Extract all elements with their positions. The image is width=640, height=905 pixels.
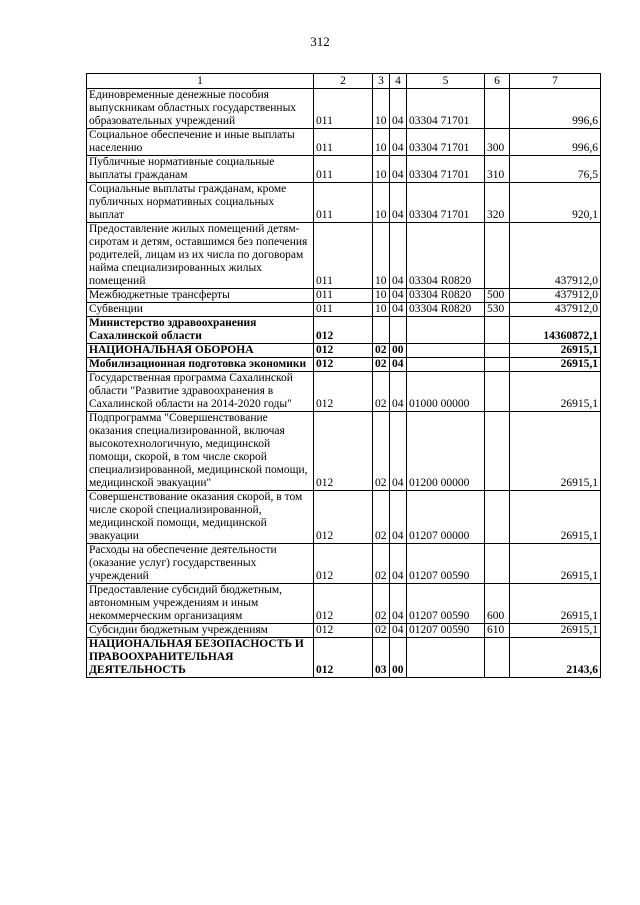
expense-type-cell: 310: [485, 156, 510, 183]
expense-type-cell: 320: [485, 183, 510, 223]
table-row: [87, 289, 601, 303]
row-name-cell: НАЦИОНАЛЬНАЯ ОБОРОНА: [87, 344, 314, 358]
amount-cell: 26915,1: [510, 344, 601, 358]
header-cell: 7: [510, 74, 601, 89]
expense-type-cell: [485, 372, 510, 412]
target-article-cell: [407, 344, 485, 358]
expense-type-cell: [485, 638, 510, 678]
table-row: [87, 317, 601, 344]
expense-type-cell: 500: [485, 289, 510, 303]
target-article-cell: 01200 00000: [407, 412, 485, 491]
ministry-code-cell: 011: [314, 303, 373, 317]
expense-type-cell: 530: [485, 303, 510, 317]
section-code-cell: 02: [373, 544, 390, 584]
target-article-cell: 03304 R0820: [407, 289, 485, 303]
ministry-code-cell: 012: [314, 412, 373, 491]
amount-cell: 26915,1: [510, 412, 601, 491]
section-code-cell: 10: [373, 303, 390, 317]
table-row: [87, 412, 601, 491]
expense-type-cell: [485, 89, 510, 129]
table-row: [87, 89, 601, 129]
expense-type-cell: 600: [485, 584, 510, 624]
amount-cell: 2143,6: [510, 638, 601, 678]
table-row: [87, 129, 601, 156]
section-code-cell: 10: [373, 129, 390, 156]
section-code-cell: 02: [373, 584, 390, 624]
subsection-code-cell: 04: [390, 223, 407, 289]
subsection-code-cell: 04: [390, 412, 407, 491]
header-cell: 1: [87, 74, 314, 89]
row-name-cell: Предоставление субсидий бюджетным, автономным учреждениям и иным некоммерческим организациям: [87, 584, 314, 624]
section-code-cell: 10: [373, 89, 390, 129]
header-cell: 3: [373, 74, 390, 89]
row-name-cell: Мобилизационная подготовка экономики: [87, 358, 314, 372]
subsection-code-cell: 04: [390, 372, 407, 412]
header-cell: 5: [407, 74, 485, 89]
subsection-code-cell: 04: [390, 289, 407, 303]
ministry-code-cell: 011: [314, 129, 373, 156]
section-code-cell: 10: [373, 223, 390, 289]
row-name-cell: Субвенции: [87, 303, 314, 317]
target-article-cell: 03304 R0820: [407, 223, 485, 289]
target-article-cell: [407, 638, 485, 678]
ministry-code-cell: 012: [314, 317, 373, 344]
ministry-code-cell: 011: [314, 223, 373, 289]
target-article-cell: 03304 71701: [407, 156, 485, 183]
row-name-cell: Совершенствование оказания скорой, в том числе скорой специализированной, медицинской помощи, медицинской эвакуации: [87, 491, 314, 544]
amount-cell: 26915,1: [510, 624, 601, 638]
ministry-code-cell: 011: [314, 89, 373, 129]
table-row: [87, 156, 601, 183]
subsection-code-cell: 04: [390, 129, 407, 156]
target-article-cell: 03304 71701: [407, 183, 485, 223]
subsection-code-cell: 04: [390, 584, 407, 624]
target-article-cell: 01207 00590: [407, 624, 485, 638]
row-name-cell: Расходы на обеспечение деятельности (оказание услуг) государственных учреждений: [87, 544, 314, 584]
subsection-code-cell: 04: [390, 544, 407, 584]
row-name-cell: Предоставление жилых помещений детям-сиротам и детям, оставшимся без попечения родителей, лицам из их числа по договорам найма специализированных жилых помещений: [87, 223, 314, 289]
row-name-cell: Межбюджетные трансферты: [87, 289, 314, 303]
header-cell: 4: [390, 74, 407, 89]
header-row: [87, 74, 601, 89]
table-row: [87, 223, 601, 289]
expense-type-cell: [485, 344, 510, 358]
amount-cell: 920,1: [510, 183, 601, 223]
section-code-cell: 10: [373, 289, 390, 303]
section-code-cell: 02: [373, 412, 390, 491]
amount-cell: 996,6: [510, 89, 601, 129]
row-name-cell: Единовременные денежные пособия выпускникам областных государственных образовательных учреждений: [87, 89, 314, 129]
subsection-code-cell: 04: [390, 303, 407, 317]
row-name-cell: Социальные выплаты гражданам, кроме публичных нормативных социальных выплат: [87, 183, 314, 223]
amount-cell: 26915,1: [510, 372, 601, 412]
expense-type-cell: [485, 491, 510, 544]
expense-type-cell: [485, 412, 510, 491]
expense-type-cell: [485, 317, 510, 344]
table-row: [87, 183, 601, 223]
ministry-code-cell: 012: [314, 344, 373, 358]
ministry-code-cell: 012: [314, 624, 373, 638]
ministry-code-cell: 012: [314, 638, 373, 678]
row-name-cell: Публичные нормативные социальные выплаты гражданам: [87, 156, 314, 183]
subsection-code-cell: 04: [390, 156, 407, 183]
expense-type-cell: [485, 223, 510, 289]
page-number: 312: [310, 34, 330, 49]
row-name-cell: Министерство здравоохранения Сахалинской области: [87, 317, 314, 344]
row-name-cell: Государственная программа Сахалинской области "Развитие здравоохранения в Сахалинской области на 2014-2020 годы": [87, 372, 314, 412]
section-code-cell: 02: [373, 358, 390, 372]
ministry-code-cell: 012: [314, 491, 373, 544]
table-row: [87, 344, 601, 358]
table-row: [87, 584, 601, 624]
subsection-code-cell: 00: [390, 344, 407, 358]
amount-cell: 437912,0: [510, 303, 601, 317]
section-code-cell: 02: [373, 372, 390, 412]
amount-cell: 996,6: [510, 129, 601, 156]
amount-cell: 26915,1: [510, 358, 601, 372]
expense-type-cell: [485, 358, 510, 372]
target-article-cell: 01207 00000: [407, 491, 485, 544]
amount-cell: 76,5: [510, 156, 601, 183]
table-row: [87, 358, 601, 372]
row-name-cell: Социальное обеспечение и иные выплаты населению: [87, 129, 314, 156]
target-article-cell: 01000 00000: [407, 372, 485, 412]
amount-cell: 26915,1: [510, 491, 601, 544]
row-name-cell: НАЦИОНАЛЬНАЯ БЕЗОПАСНОСТЬ И ПРАВООХРАНИТЕЛЬНАЯ ДЕЯТЕЛЬНОСТЬ: [87, 638, 314, 678]
table-row: [87, 491, 601, 544]
amount-cell: 437912,0: [510, 289, 601, 303]
header-cell: 2: [314, 74, 373, 89]
amount-cell: 14360872,1: [510, 317, 601, 344]
subsection-code-cell: 04: [390, 624, 407, 638]
target-article-cell: [407, 358, 485, 372]
table-row: [87, 624, 601, 638]
subsection-code-cell: 00: [390, 638, 407, 678]
ministry-code-cell: 012: [314, 372, 373, 412]
expense-type-cell: 300: [485, 129, 510, 156]
ministry-code-cell: 012: [314, 584, 373, 624]
amount-cell: 437912,0: [510, 223, 601, 289]
ministry-code-cell: 012: [314, 358, 373, 372]
section-code-cell: 02: [373, 344, 390, 358]
amount-cell: 26915,1: [510, 544, 601, 584]
section-code-cell: 03: [373, 638, 390, 678]
expense-type-cell: [485, 544, 510, 584]
subsection-code-cell: 04: [390, 491, 407, 544]
section-code-cell: 02: [373, 624, 390, 638]
target-article-cell: 03304 71701: [407, 129, 485, 156]
row-name-cell: Подпрограмма "Совершенствование оказания специализированной, включая высокотехнологичную, медицинской помощи, скорой, в том числе скорой специализированной, медицинской помощи, медицинской эвакуации": [87, 412, 314, 491]
section-code-cell: [373, 317, 390, 344]
section-code-cell: 02: [373, 491, 390, 544]
table-row: [87, 638, 601, 678]
target-article-cell: [407, 317, 485, 344]
section-code-cell: 10: [373, 156, 390, 183]
expense-type-cell: 610: [485, 624, 510, 638]
subsection-code-cell: 04: [390, 89, 407, 129]
ministry-code-cell: 012: [314, 544, 373, 584]
target-article-cell: 01207 00590: [407, 544, 485, 584]
table-row: [87, 303, 601, 317]
row-name-cell: Субсидии бюджетным учреждениям: [87, 624, 314, 638]
section-code-cell: 10: [373, 183, 390, 223]
subsection-code-cell: 04: [390, 358, 407, 372]
ministry-code-cell: 011: [314, 289, 373, 303]
table-row: [87, 372, 601, 412]
amount-cell: 26915,1: [510, 584, 601, 624]
table-row: [87, 544, 601, 584]
budget-table: [86, 73, 601, 678]
target-article-cell: 03304 71701: [407, 89, 485, 129]
ministry-code-cell: 011: [314, 183, 373, 223]
header-cell: 6: [485, 74, 510, 89]
ministry-code-cell: 011: [314, 156, 373, 183]
target-article-cell: 01207 00590: [407, 584, 485, 624]
target-article-cell: 03304 R0820: [407, 303, 485, 317]
subsection-code-cell: 04: [390, 183, 407, 223]
subsection-code-cell: [390, 317, 407, 344]
